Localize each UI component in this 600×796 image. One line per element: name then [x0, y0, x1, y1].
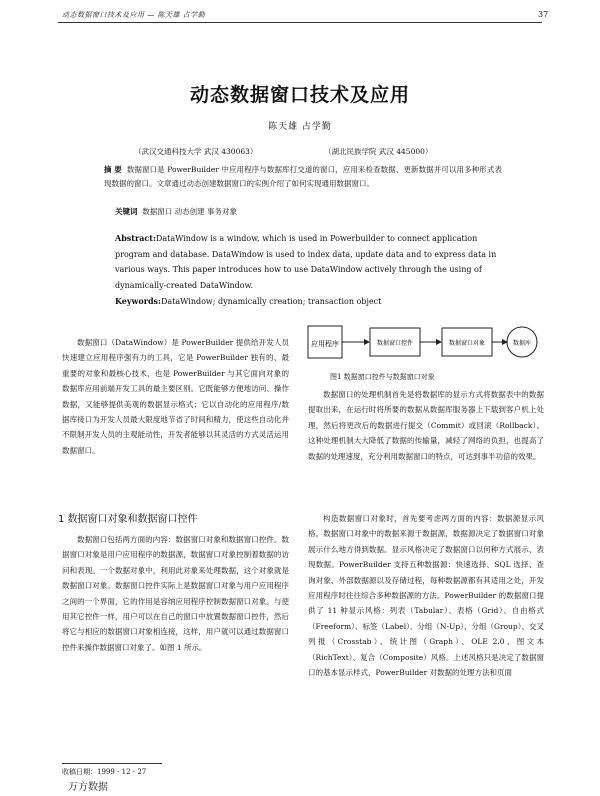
footnote: 收稿日期：1999 - 12 - 27	[62, 768, 147, 776]
figure-1-caption: 图1 数据窗口控件与数据窗口对象	[330, 373, 435, 381]
figure-box-dw-object-label: 数据窗口对象	[448, 340, 486, 347]
figure-database-label: 数据库	[512, 340, 532, 347]
section-1-paragraph: 数据窗口包括两方面的内容：数据窗口对象和数据窗口控件。数据窗口对象是用户应用程序的数据源，数据窗口对象控制着数据的访问和表现。一个数据对象中，利用此对象来处理数据，这个对象就是数据窗口对象。数据窗口控件实际上是数据窗口对象与用户应用程序之间的一个界面，它的作用是容纳应用程序控制数据窗口对象。与使用其它控件一样，用户可以在自己的窗口中放置数据窗口控件，然后将它与相应的数据窗口对象相连接，这样，用户就可以通过数据窗口控件来操作数据窗口对象了。如图 1 所示。	[62, 535, 289, 652]
paper-title: 动态数据窗口技术及应用	[189, 84, 410, 106]
figure-1-diagram	[306, 318, 538, 368]
watermark: 万方数据	[68, 782, 108, 793]
right-paragraph-1: 数据窗口的处理机制首先是将数据库的显示方式将数据表中的数据提取出来，在运行时将所要的数据从数据库服务器上下载到客户机上处理，然后将更改后的数据进行提交（Commit）或回滚（Rollback）。这种处理机制大大降低了数据的传输量，减轻了网络的负担，也提高了数据的处理速度，充分利用数据窗口的特点，可达到事半功倍的效果。	[308, 390, 544, 461]
keywords-en-label: Keywords:	[115, 296, 162, 306]
intro-column	[62, 335, 289, 458]
abstract-zh-label: 摘 要	[104, 165, 122, 174]
figure-box-application-label: 应用程序	[311, 340, 339, 348]
figure-box-dw-control-label: 数据窗口控件	[376, 340, 414, 347]
section-1-column	[62, 532, 289, 655]
running-header: 动态数据窗口技术及应用 — 陈天雄 占学勤	[62, 11, 206, 19]
page-number: 37	[538, 10, 549, 19]
figure-box-application	[308, 326, 342, 358]
right-column-2	[308, 511, 544, 680]
abstract-en-label: Abstract:	[115, 233, 156, 243]
figure-box-dw-control	[370, 328, 420, 356]
right-column-1	[308, 387, 544, 464]
header-rule	[58, 22, 542, 23]
abstract-zh	[104, 163, 502, 190]
abstract-zh-text: 数据窗口是 PowerBuilder 中应用程序与数据库打交道的窗口，应用来检查数据、更新数据并可以用多种形式表现数据的窗口。文章通过动态创建数据窗口的实例介绍了如何实现通用数据窗口。	[104, 165, 502, 188]
footnote-rule	[62, 763, 162, 764]
keywords-zh	[115, 206, 495, 217]
right-paragraph-2: 构造数据窗口对象时，首先要考虑两方面的内容：数据源显示风格。数据窗口对象中的数据来源于数据源，数据源决定了数据窗口对象展示什么地方得到数据。显示风格决定了数据窗口以何种方式展示、表现数据。PowerBuilder 支持五种数据源：快速选择、SQL 选择、查询对象、外部数据源以及存储过程，每种数据源都有其适用之处，开发应用程序时往往综合多种数据源的方法。PowerBuilder 的数据窗口提供了 11 种显示风格：列表（Tabular）、表格（Grid）、自由格式（Freeform）、标签（Label）、分组（N-Up）、分组（Group）、交叉列报（Crosstab）、统计图（Graph）、OLE 2.0、图文本（RichText）、复合（Composite）风格。上述风格只是决定了数据窗口的基本显示样式，PowerBuilder 对数据的处理方法和页面	[308, 514, 544, 678]
intro-paragraph: 数据窗口（DataWindow）是 PowerBuilder 提供给开发人员快速建立应用程序强有力的工具，它是 PowerBuilder 独有的、最重要的对象和最核心技术，也是 PowerBuilder 与其它面向对象的数据库应用前端开发工具的最主要区别。它既能够方便地访问、操作数据，又能够提供美观的数据显示格式；它以自动化的应用程序/数据库接口为开发人员最大限度地节省了时间和精力，使这些自动化并不限制开发人员的主观能动性，开发者能够以其灵活的方式灵活运用数据窗口。	[62, 338, 289, 455]
figure-box-dw-object	[442, 328, 492, 356]
keywords-zh-label: 关键词	[115, 207, 138, 216]
keywords-en	[115, 296, 510, 306]
keywords-zh-text: 数据窗口 动态创建 事务对象	[142, 207, 238, 216]
author-line: 陈天雄 占学勤	[268, 122, 332, 132]
figure-database-circle	[507, 327, 537, 357]
figure-arrowhead-1	[364, 339, 370, 345]
abstract-en-text: DataWindow is a window, which is used in Powerbuilder to connect application program and database. DataWindow is used to index data, update data and to express data in various ways. This paper introduces how to use DataWindow actively through the using of dynamically-created DataWindow.	[115, 234, 497, 290]
affiliation-1: （武汉交通科技大学 武汉 430063）	[134, 147, 258, 156]
abstract-en	[115, 231, 510, 293]
keywords-en-text: DataWindow; dynamically creation; transaction object	[161, 297, 382, 306]
figure-arrowhead-2	[436, 339, 442, 345]
section-1-heading: 1 数据窗口对象和数据窗口控件	[58, 514, 198, 525]
affiliation-2: （湖北民族学院 武汉 445000）	[324, 147, 433, 156]
